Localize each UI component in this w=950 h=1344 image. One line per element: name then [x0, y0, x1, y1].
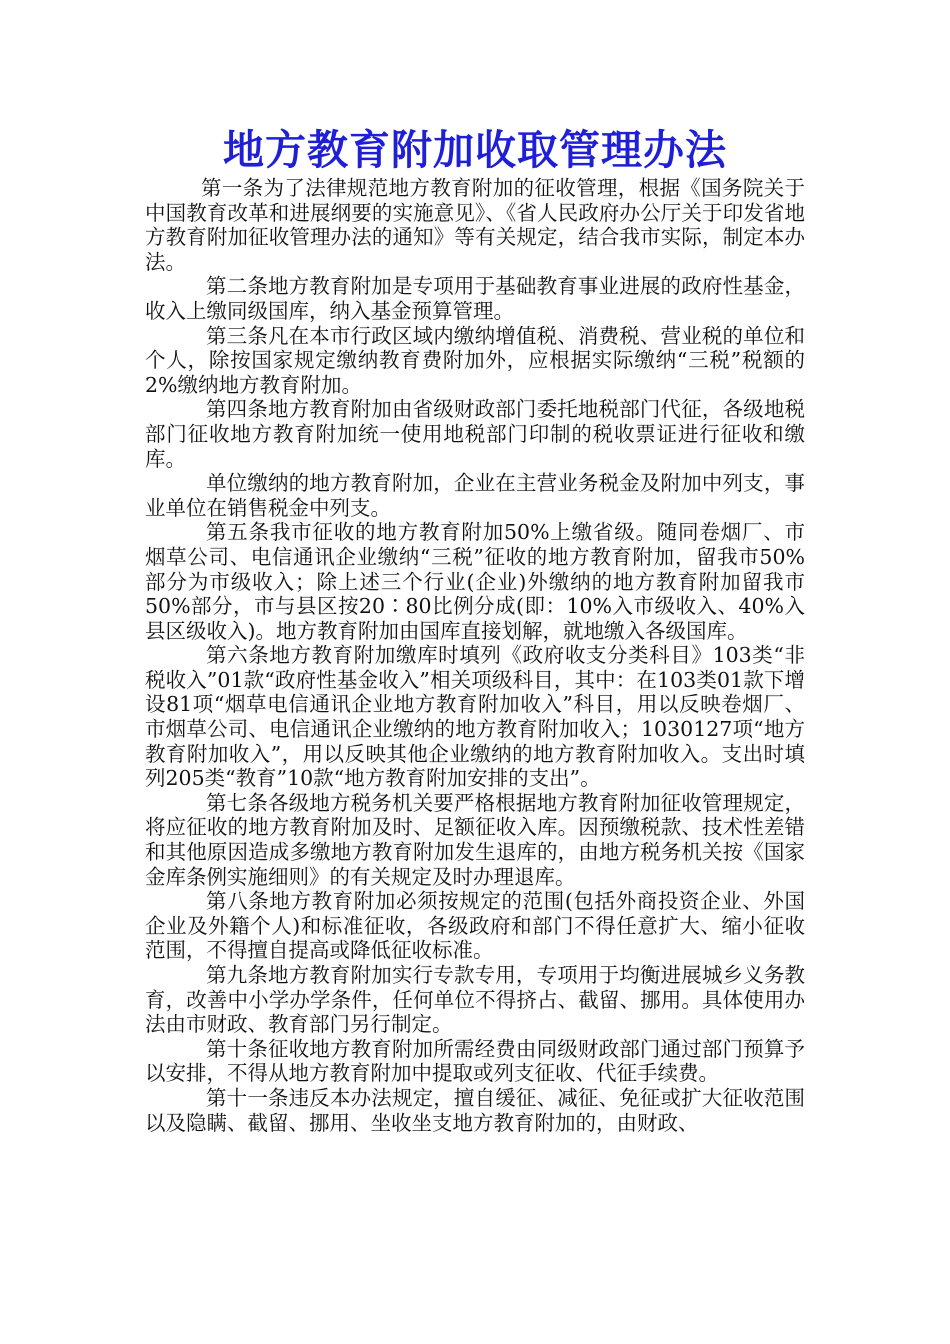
document-title: 地方教育附加收取管理办法: [223, 126, 727, 174]
article-3-paragraph: 第三条凡在本市行政区域内缴纳增值税、消费税、营业税的单位和个人，除按国家规定缴纳教育费附加外，应根据实际缴纳“三税”税额的2%缴纳地方教育附加。: [145, 323, 805, 397]
article-2-paragraph: 第二条地方教育附加是专项用于基础教育事业进展的政府性基金，收入上缴同级国库，纳入基金预算管理。: [145, 274, 805, 323]
article-8-paragraph: 第八条地方教育附加必须按规定的范围(包括外商投资企业、外国企业及外籍个人)和标准征收，各级政府和部门不得任意扩大、缩小征收范围，不得擅自提高或降低征收标准。: [145, 889, 805, 963]
article-1-paragraph: 第一条为了法律规范地方教育附加的征收管理，根据《国务院关于中国教育改革和进展纲要的实施意见》、《省人民政府办公厅关于印发省地方教育附加征收管理办法的通知》等有关规定，结合我市实际，制定本办法。: [145, 176, 805, 274]
article-11-paragraph: 第十一条违反本办法规定，擅自缓征、减征、免征或扩大征收范围以及隐瞒、截留、挪用、坐收坐支地方教育附加的，由财政、: [145, 1085, 805, 1135]
article-10-paragraph: 第十条征收地方教育附加所需经费由同级财政部门通过部门预算予以安排，不得从地方教育附加中提取或列支征收、代征手续费。: [145, 1036, 805, 1086]
article-9-paragraph: 第九条地方教育附加实行专款专用，专项用于均衡进展城乡义务教育，改善中小学办学条件，任何单位不得挤占、截留、挪用。具体使用办法由市财政、教育部门另行制定。: [145, 963, 805, 1037]
document-body: [145, 176, 805, 1135]
article-5-paragraph: 第五条我市征收的地方教育附加50%上缴省级。随同卷烟厂、市烟草公司、电信通讯企业缴纳“三税”征收的地方教育附加，留我市50%部分为市级收入；除上述三个行业(企业)外缴纳的地方教育附加留我市50%部分，市与县区按20∶80比例分成(即：10%入市级收入、40%入县区级收入)。地方教育附加由国库直接划解，就地缴入各级国库。: [145, 520, 805, 643]
article-4-paragraph: 第四条地方教育附加由省级财政部门委托地税部门代征，各级地税部门征收地方教育附加统一使用地税部门印制的税收票证进行征收和缴库。: [145, 397, 805, 471]
article-6-paragraph: 第六条地方教育附加缴库时填列《政府收支分类科目》103类“非税收入”01款“政府性基金收入”相关项级科目，其中：在103类01款下增设81项“烟草电信通讯企业地方教育附加收入”科目，用以反映卷烟厂、市烟草公司、电信通讯企业缴纳的地方教育附加收入；1030127项“地方教育附加收入”，用以反映其他企业缴纳的地方教育附加收入。支出时填列205类“教育”10款“地方教育附加安排的支出”。: [145, 643, 805, 791]
article-4-supplement-paragraph: 单位缴纳的地方教育附加，企业在主营业务税金及附加中列支，事业单位在销售税金中列支。: [145, 471, 805, 520]
article-7-paragraph: 第七条各级地方税务机关要严格根据地方教育附加征收管理规定，将应征收的地方教育附加及时、足额征收入库。因预缴税款、技术性差错和其他原因造成多缴地方教育附加发生退库的，由地方税务机关按《国家金库条例实施细则》的有关规定及时办理退库。: [145, 790, 805, 889]
